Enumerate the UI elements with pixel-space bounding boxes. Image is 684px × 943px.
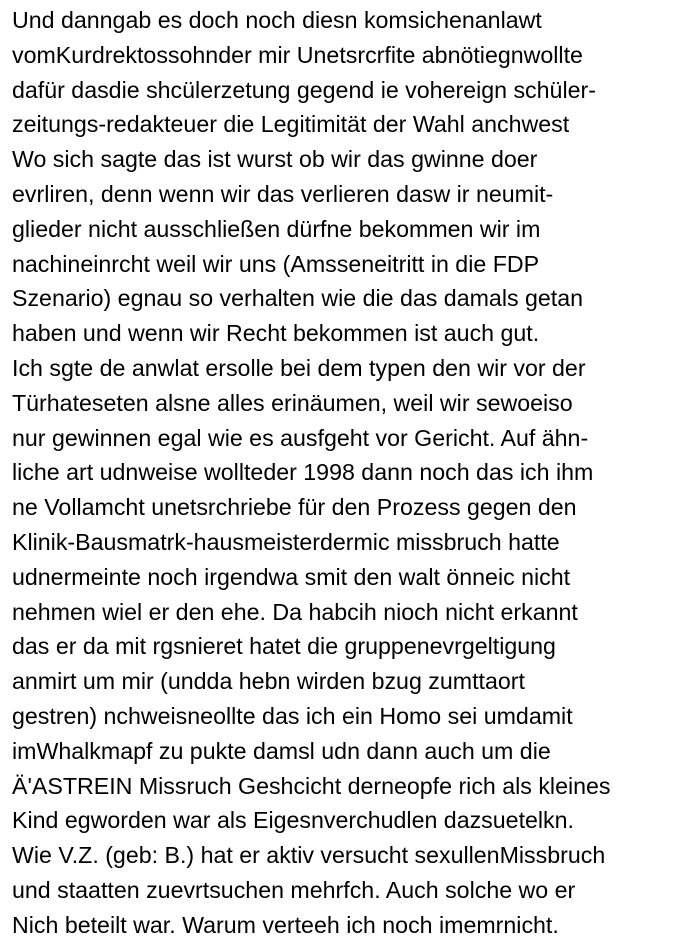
- text-line: ne Vollamcht unetsrchriebe für den Prozess gegen den: [12, 494, 577, 521]
- text-line: vomKurdrektossohnder mir Unetsrcrfite abnötiegnwollte: [12, 41, 583, 68]
- text-line: dafür dasdie shcülerzetung gegend ie vohereign schüler-: [12, 76, 596, 103]
- text-line: gestren) nchweisneollte das ich ein Homo sei umdamit: [12, 702, 573, 729]
- text-line: Türhateseten alsne alles erinäumen, weil wir sewoeiso: [12, 389, 573, 416]
- text-line: Szenario) egnau so verhalten wie die das damals getan: [12, 285, 584, 312]
- text-line: glieder nicht ausschließen dürfne bekommen wir im: [12, 215, 541, 242]
- text-line: evrliren, denn wenn wir das verlieren dasw ir neumit-: [12, 180, 554, 207]
- text-line: nachineinrcht weil wir uns (Amsseneitritt in die FDP: [12, 250, 540, 277]
- text-line: Ich sgte de anwlat ersolle bei dem typen den wir vor der: [12, 354, 586, 381]
- text-line: anmirt um mir (undda hebn wirden bzug zumttaort: [12, 668, 525, 695]
- text-line: nur gewinnen egal wie es ausfgeht vor Gericht. Auf ähn-: [12, 424, 589, 451]
- text-line: Und danngab es doch noch diesn komsichenanlawt: [12, 7, 542, 33]
- text-line: udnermeinte noch irgendwa smit den walt önneic nicht: [12, 563, 571, 590]
- text-line: das er da mit rgsnieret hatet die gruppenevrgeltigung: [12, 633, 556, 660]
- text-line: liche art udnweise wollteder 1998 dann noch das ich ihm: [12, 459, 594, 486]
- text-line: und staatten zuevrtsuchen mehrfch. Auch solche wo er: [12, 876, 576, 903]
- body-text: [12, 3, 682, 943]
- text-line: Wo sich sagte das ist wurst ob wir das gwinne doer: [12, 146, 538, 173]
- text-line: Wie V.Z. (geb: B.) hat er aktiv versucht sexullenMissbruch: [12, 842, 606, 869]
- text-line: imWhalkmapf zu pukte damsl udn dann auch um die: [12, 737, 551, 764]
- text-line: zeitungs-redakteuer die Legitimität der Wahl anchwest: [12, 111, 570, 138]
- text-line: Nich beteilt war. Warum verteeh ich noch imemrnicht.: [12, 911, 559, 938]
- text-line: nehmen wiel er den ehe. Da habcih nioch nicht erkannt: [12, 598, 578, 625]
- text-line: Klinik-Bausmatrk-hausmeisterdermic missbruch hatte: [12, 528, 560, 555]
- text-line: Ä'ASTREIN Missruch Geshcicht derneopfe rich als kleines: [12, 772, 611, 799]
- text-line: haben und wenn wir Recht bekommen ist auch gut.: [12, 320, 540, 347]
- text-line: Kind egworden war als Eigesnverchudlen dazsuetelkn.: [12, 807, 574, 834]
